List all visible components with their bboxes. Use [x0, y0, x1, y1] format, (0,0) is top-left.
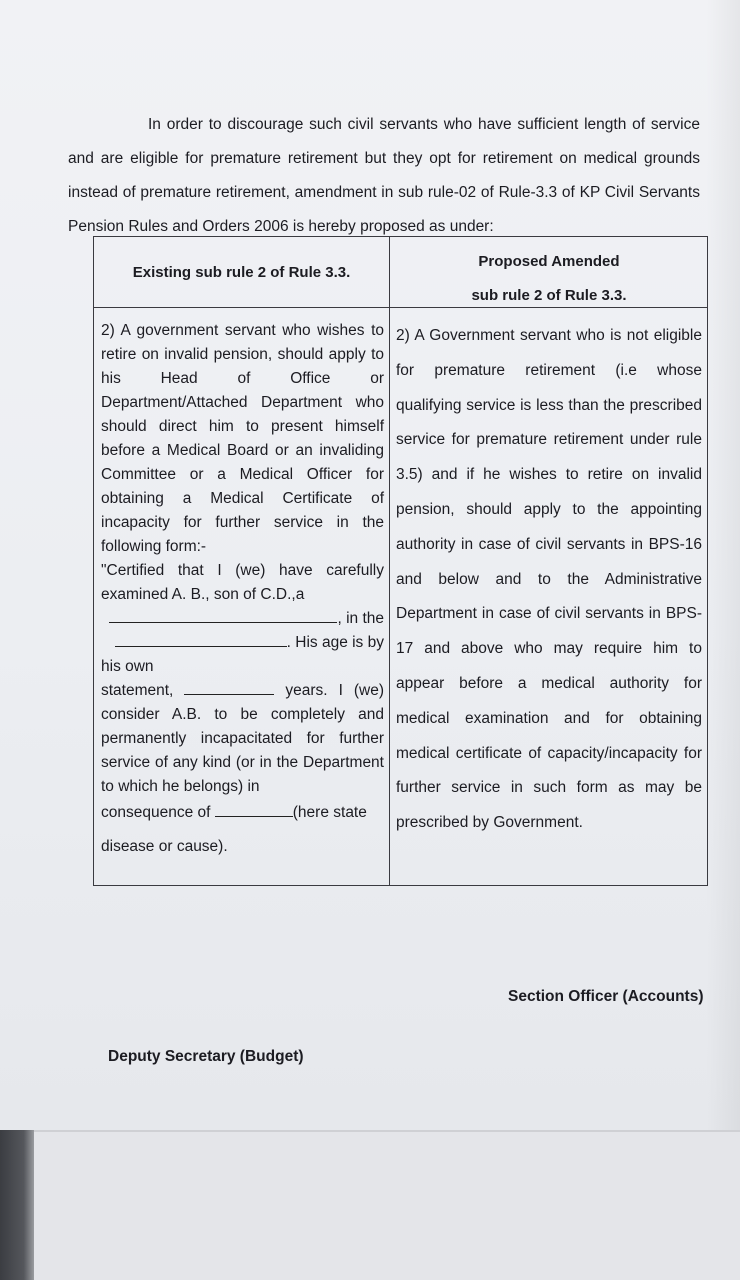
column-divider [389, 237, 390, 885]
header-proposed-line2: sub rule 2 of Rule 3.3. [471, 287, 627, 304]
existing-line-6: statement, years. I (we) consider A.B. to be completely and permanently incapacitated for further service of any kind (or in the Department to which he belongs) in [101, 682, 385, 795]
existing-line-4: . His age is by [101, 631, 384, 655]
intro-paragraph [68, 108, 700, 244]
existing-line-5: his own [101, 658, 154, 675]
blank-line [215, 804, 293, 817]
page-bottom-edge [34, 1130, 740, 1132]
background-dark-strip [0, 1130, 34, 1280]
proposed-rule-text: 2) A Government servant who is not eligible for premature retirement (i.e whose qualifying service is less than the prescribed service for premature retirement under rule 3.5) and if he wishes to retire on invalid pension, should apply to the appointing authority in case of civil servants in BPS-16 and below and to the Administrative Department in case of civil servants in BPS-17 and above who may require him to appear before a medical authority for medical examination and for obtaining medical certificate of capacity/incapacity for further service in such form as may be prescribed by Government. [396, 327, 702, 832]
blank-line [115, 634, 287, 647]
header-proposed-line1: Proposed Amended [478, 253, 620, 270]
section-officer-signature: Section Officer (Accounts) [508, 988, 704, 1005]
existing-para-2: "Certified that I (we) have carefully examined A. B., son of C.D.,a [101, 562, 384, 603]
header-existing: Existing sub rule 2 of Rule 3.3. [132, 263, 351, 281]
existing-line-8: disease or cause). [101, 838, 228, 855]
page-fold-shadow [706, 0, 740, 1130]
existing-line-3: , in the [101, 607, 384, 631]
background-surface [0, 1130, 740, 1280]
amendment-table [93, 236, 708, 886]
deputy-secretary-signature: Deputy Secretary (Budget) [108, 1048, 304, 1065]
existing-para-1: 2) A government servant who wishes to retire on invalid pension, should apply to his Head of Office or Department/Attached Department who should direct him to present himself before a Medical Board or an invaliding Committee or a Medical Officer for obtaining a Medical Certificate of incapacity for further service in the following form:- [101, 322, 384, 555]
blank-line [184, 682, 274, 695]
intro-text: In order to discourage such civil servants who have sufficient length of service and are eligible for premature retirement but they opt for retirement on medical grounds instead of premature retirement, amendment in sub rule-02 of Rule-3.3 of KP Civil Servants Pension Rules and Orders 2006 is hereby proposed as under: [68, 116, 700, 235]
blank-line [109, 610, 337, 623]
existing-line-7: consequence of (here state [101, 804, 367, 821]
header-proposed [390, 245, 708, 313]
existing-rule-text [101, 319, 384, 859]
